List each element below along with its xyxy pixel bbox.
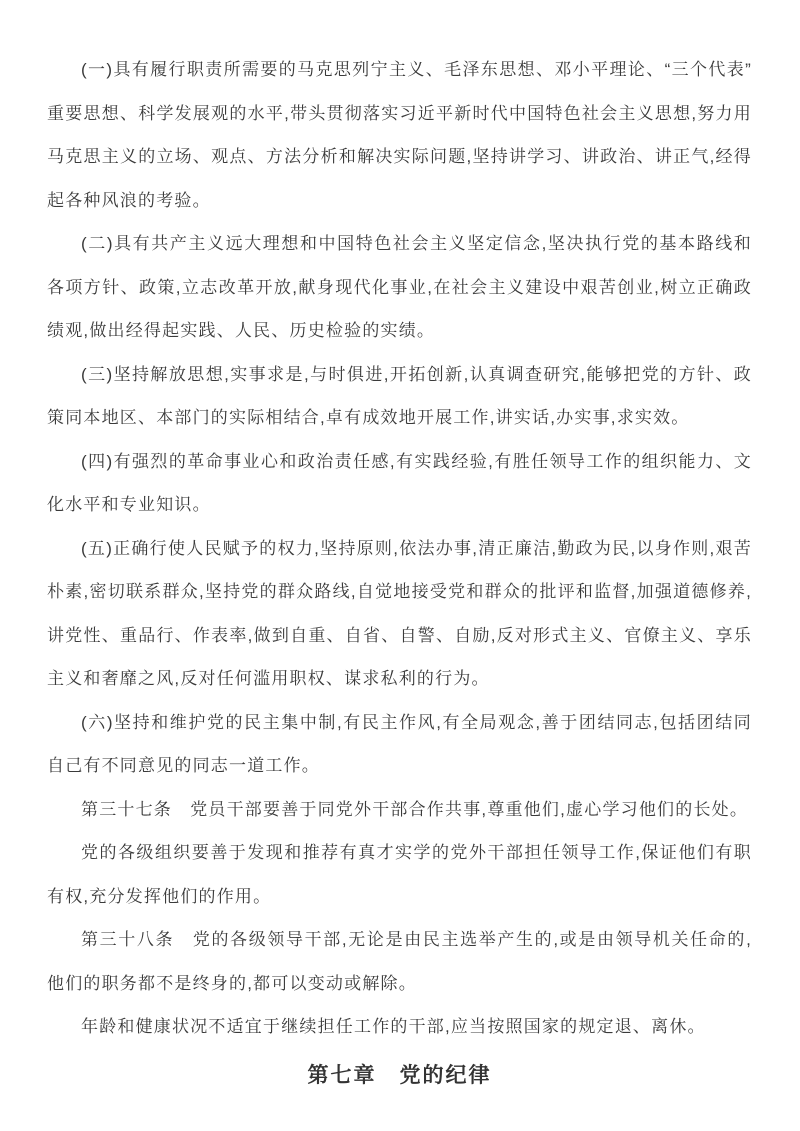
document-body (47, 26, 752, 1095)
article-37-paragraph: 第三十七条 党员干部要善于同党外干部合作共事,尊重他们,虚心学习他们的长处。 (81, 799, 749, 819)
chapter-heading: 第七章 党的纪律 (307, 1062, 492, 1087)
paragraph-item-3: (三)坚持解放思想,实事求是,与时俱进,开拓创新,认真调查研究,能够把党的方针、政策同本地区、本部门的实际相结合,卓有成效地开展工作,讲实话,办实事,求实效。 (47, 364, 752, 427)
article-37-paragraph-2: 党的各级组织要善于发现和推荐有真才实学的党外干部担任领导工作,保证他们有职有权,充分发挥他们的作用。 (47, 843, 752, 906)
article-38-paragraph: 第三十八条 党的各级领导干部,无论是由民主选举产生的,或是由领导机关任命的,他们的职务都不是终身的,都可以变动或解除。 (47, 930, 752, 993)
paragraph-item-5: (五)正确行使人民赋予的权力,坚持原则,依法办事,清正廉洁,勤政为民,以身作则,艰苦朴素,密切联系群众,坚持党的群众路线,自觉地接受党和群众的批评和监督,加强道德修养,讲党性、重品行、作表率,做到自重、自省、自警、自励,反对形式主义、官僚主义、享乐主义和奢靡之风,反对任何滥用职权、谋求私利的行为。 (47, 538, 752, 688)
article-38-paragraph-2: 年龄和健康状况不适宜于继续担任工作的干部,应当按照国家的规定退、离休。 (81, 1017, 706, 1036)
paragraph-item-4: (四)有强烈的革命事业心和政治责任感,有实践经验,有胜任领导工作的组织能力、文化水平和专业知识。 (47, 451, 752, 514)
paragraph-item-6: (六)坚持和维护党的民主集中制,有民主作风,有全局观念,善于团结同志,包括团结同自己有不同意见的同志一道工作。 (47, 712, 752, 775)
paragraph-item-2: (二)具有共产主义远大理想和中国特色社会主义坚定信念,坚决执行党的基本路线和各项方针、政策,立志改革开放,献身现代化事业,在社会主义建设中艰苦创业,树立正确政绩观,做出经得起实践、人民、历史检验的实绩。 (47, 234, 752, 340)
paragraph-item-1: (一)具有履行职责所需要的马克思列宁主义、毛泽东思想、邓小平理论、“三个代表”重要思想、科学发展观的水平,带头贯彻落实习近平新时代中国特色社会主义思想,努力用马克思主义的立场、观点、方法分析和解决实际问题,坚持讲学习、讲政治、讲正气,经得起各种风浪的考验。 (47, 60, 752, 210)
